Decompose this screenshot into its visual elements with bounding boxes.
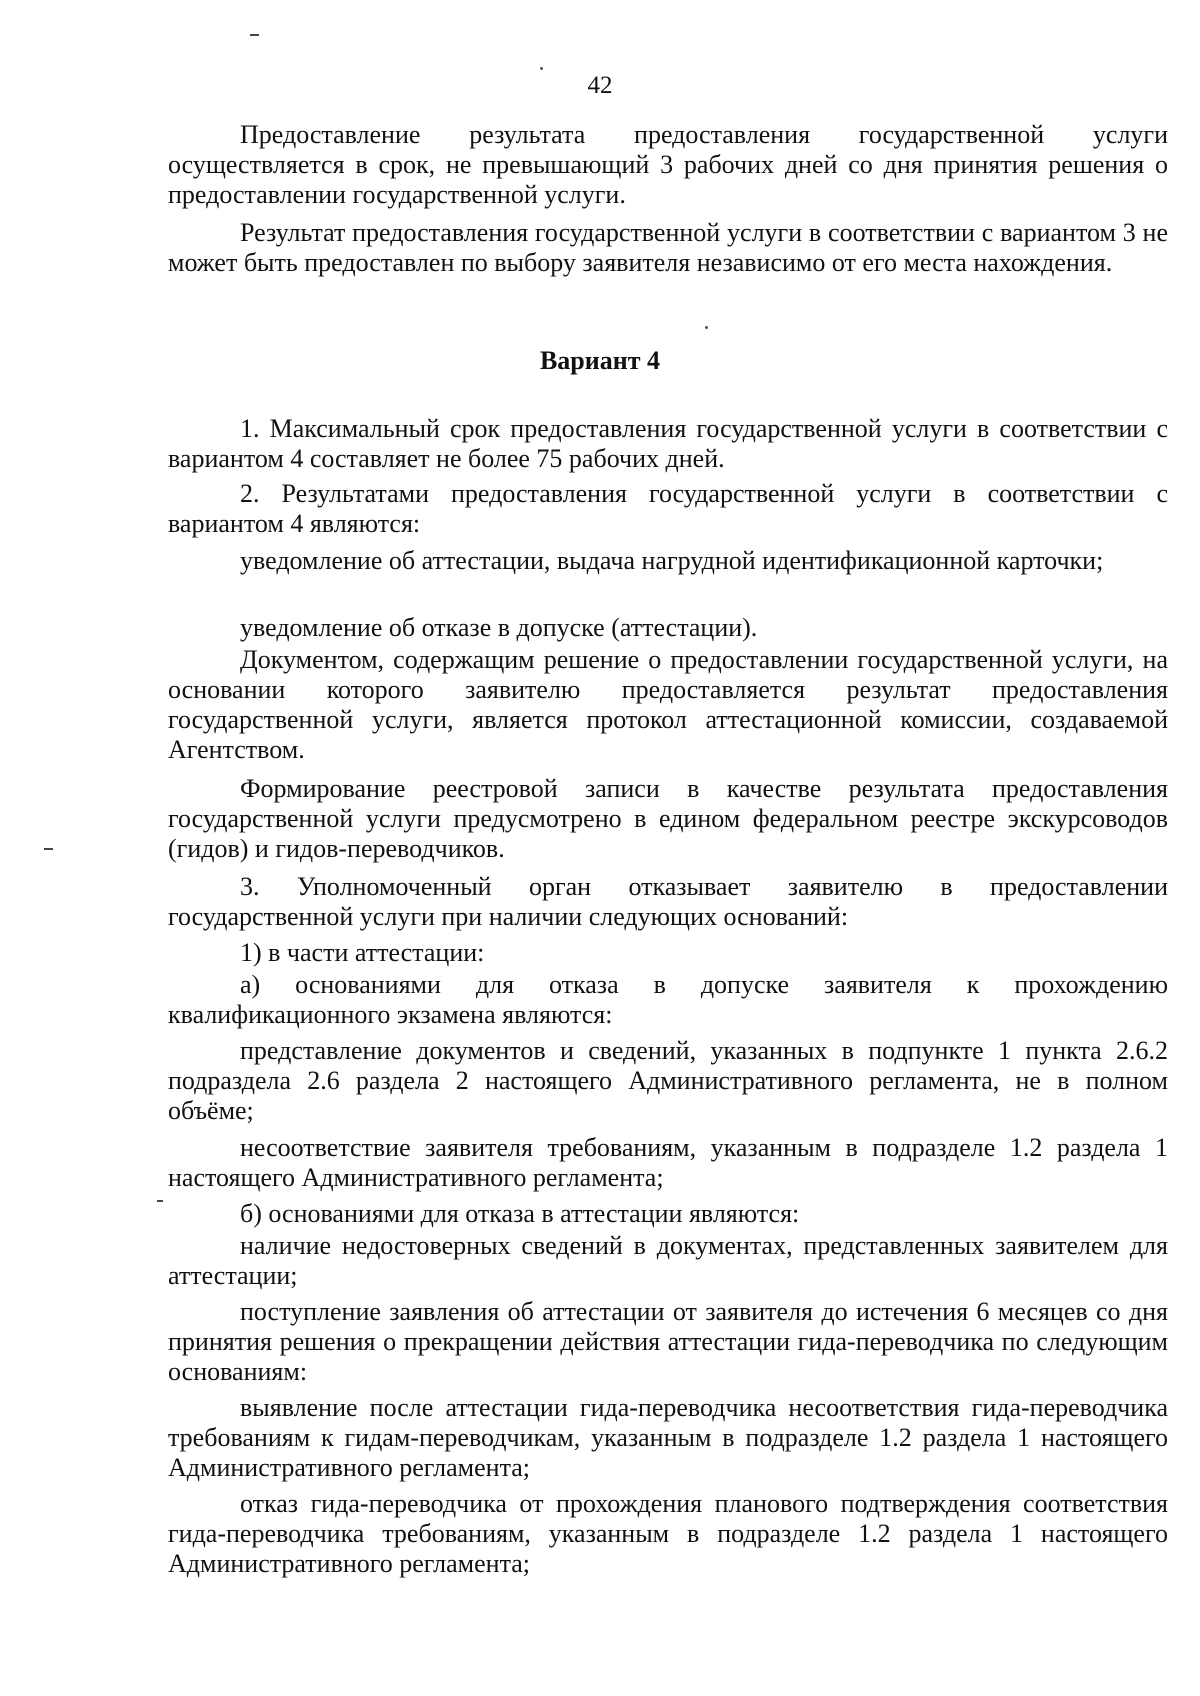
paragraph: б) основаниями для отказа в аттестации являются: xyxy=(240,1199,800,1228)
paragraph: 1. Максимальный срок предоставления государственной услуги в соответствии с вариантом 4 составляет не более 75 рабочих дней. xyxy=(168,414,1168,473)
paragraph: 2. Результатами предоставления государственной услуги в соответствии с вариантом 4 являются: xyxy=(168,479,1168,538)
paragraph: а) основаниями для отказа в допуске заявителя к прохождению квалификационного экзамена являются: xyxy=(168,970,1168,1029)
paragraph: уведомление об аттестации, выдача нагрудной идентификационной карточки; xyxy=(240,546,1104,575)
paragraph: поступление заявления об аттестации от заявителя до истечения 6 месяцев со дня принятия решения о прекращении действия аттестации гида-переводчика по следующим основаниям: xyxy=(168,1297,1168,1386)
paragraph: Предоставление результата предоставления государственной услуги осуществляется в срок, не превышающий 3 рабочих дней со дня принятия решения о предоставлении государственной услуги. xyxy=(168,120,1168,209)
scan-mark xyxy=(705,326,708,329)
paragraph: Документом, содержащим решение о предоставлении государственной услуги, на основании которого заявителю предоставляется результат предоставления государственной услуги, является протокол аттестационной комиссии, создаваемой Агентством. xyxy=(168,645,1168,764)
paragraph: выявление после аттестации гида-переводчика несоответствия гида-переводчика требованиям к гидам-переводчикам, указанным в подразделе 1.2 раздела 1 настоящего Административного регламента; xyxy=(168,1393,1168,1482)
paragraph: 1) в части аттестации: xyxy=(240,938,485,967)
paragraph: Формирование реестровой записи в качестве результата предоставления государственной услуги предусмотрено в едином федеральном реестре экскурсоводов (гидов) и гидов-переводчиков. xyxy=(168,774,1168,863)
scan-mark xyxy=(157,1200,163,1202)
paragraph: 3. Уполномоченный орган отказывает заявителю в предоставлении государственной услуги при наличии следующих оснований: xyxy=(168,872,1168,931)
paragraph: несоответствие заявителя требованиям, указанным в подразделе 1.2 раздела 1 настоящего Административного регламента; xyxy=(168,1133,1168,1192)
page-number: 42 xyxy=(587,72,613,99)
paragraph: Результат предоставления государственной услуги в соответствии с вариантом 3 не может быть предоставлен по выбору заявителя независимо от его места нахождения. xyxy=(168,218,1168,277)
scan-mark xyxy=(44,848,53,850)
paragraph: отказ гида-переводчика от прохождения планового подтверждения соответствия гида-переводчика требованиям, указанным в подразделе 1.2 раздела 1 настоящего Административного регламента; xyxy=(168,1489,1168,1578)
paragraph: представление документов и сведений, указанных в подпункте 1 пункта 2.6.2 подраздела 2.6 раздела 2 настоящего Административного регламента, не в полном объёме; xyxy=(168,1036,1168,1125)
paragraph: уведомление об отказе в допуске (аттестации). xyxy=(240,613,758,642)
scan-mark xyxy=(250,34,259,36)
section-heading: Вариант 4 xyxy=(539,346,661,375)
paragraph: наличие недостоверных сведений в документах, представленных заявителем для аттестации; xyxy=(168,1231,1168,1290)
